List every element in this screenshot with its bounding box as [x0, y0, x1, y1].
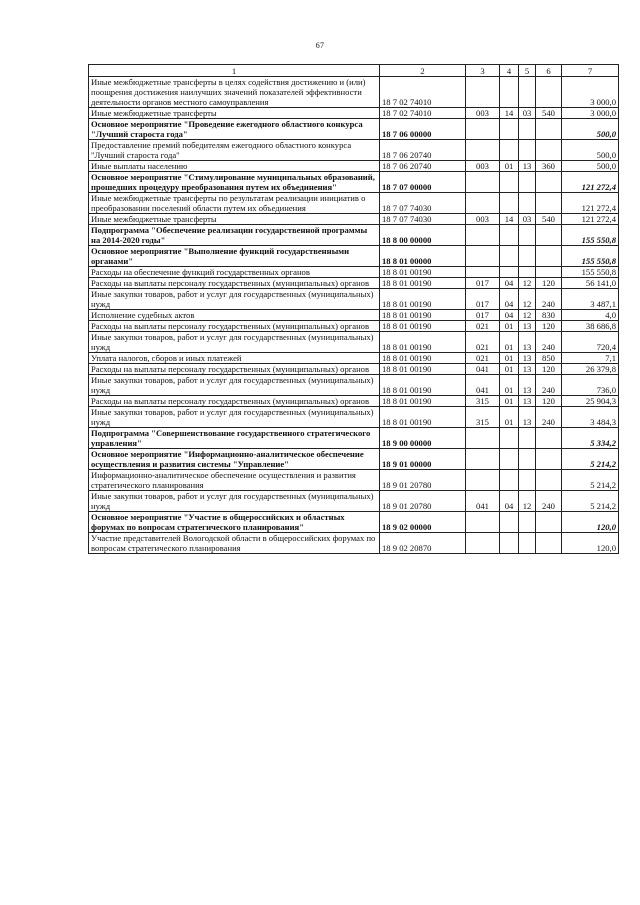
table-row — [89, 161, 619, 172]
section-cell — [500, 172, 519, 193]
expense-type-cell — [536, 193, 562, 214]
row-name-cell: Иные межбюджетные трансферты — [89, 214, 380, 225]
row-name-cell: Участие представителей Вологодской области в общероссийских форумах по вопросам стратегического планирования — [89, 533, 380, 554]
row-name-cell: Основное мероприятие "Стимулирование муниципальных образований, прошедших процедуру преобразования путем их объединения" — [89, 172, 380, 193]
grbs-cell — [466, 267, 500, 278]
target-article-cell: 18 8 01 00000 — [380, 246, 466, 267]
expense-type-cell: 240 — [536, 289, 562, 310]
amount-cell: 3 000,0 — [562, 108, 619, 119]
amount-cell: 5 334,2 — [562, 428, 619, 449]
subsection-cell: 13 — [519, 321, 536, 332]
amount-cell: 736,0 — [562, 375, 619, 396]
row-name-cell: Расходы на выплаты персоналу государственных (муниципальных) органов — [89, 396, 380, 407]
amount-cell: 500,0 — [562, 140, 619, 161]
column-header: 3 — [466, 65, 500, 77]
grbs-cell: 017 — [466, 310, 500, 321]
row-name-cell: Предоставление премий победителям ежегодного областного конкурса "Лучший староста года" — [89, 140, 380, 161]
expense-type-cell: 240 — [536, 491, 562, 512]
table-row — [89, 267, 619, 278]
target-article-cell: 18 7 06 00000 — [380, 119, 466, 140]
row-name-cell: Подпрограмма "Обеспечение реализации государственной программы на 2014-2020 годы" — [89, 225, 380, 246]
table-row — [89, 108, 619, 119]
table-row — [89, 470, 619, 491]
table-row — [89, 225, 619, 246]
table-row — [89, 428, 619, 449]
row-name-cell: Иные закупки товаров, работ и услуг для государственных (муниципальных) нужд — [89, 491, 380, 512]
amount-cell: 155 550,8 — [562, 225, 619, 246]
section-cell — [500, 267, 519, 278]
table-row — [89, 289, 619, 310]
table-row — [89, 214, 619, 225]
amount-cell: 120,0 — [562, 533, 619, 554]
section-cell — [500, 77, 519, 108]
target-article-cell: 18 9 01 20780 — [380, 491, 466, 512]
subsection-cell — [519, 119, 536, 140]
table-row — [89, 407, 619, 428]
target-article-cell: 18 7 07 74030 — [380, 193, 466, 214]
target-article-cell: 18 7 02 74010 — [380, 77, 466, 108]
table-row — [89, 310, 619, 321]
expense-type-cell: 120 — [536, 278, 562, 289]
subsection-cell: 13 — [519, 375, 536, 396]
section-cell — [500, 225, 519, 246]
section-cell: 01 — [500, 364, 519, 375]
grbs-cell: 041 — [466, 364, 500, 375]
target-article-cell: 18 8 01 00190 — [380, 278, 466, 289]
amount-cell: 4,0 — [562, 310, 619, 321]
section-cell: 01 — [500, 161, 519, 172]
section-cell — [500, 140, 519, 161]
expense-type-cell — [536, 449, 562, 470]
subsection-cell: 12 — [519, 289, 536, 310]
grbs-cell — [466, 246, 500, 267]
table-row — [89, 332, 619, 353]
table-row — [89, 321, 619, 332]
column-header: 7 — [562, 65, 619, 77]
row-name-cell: Иные закупки товаров, работ и услуг для государственных (муниципальных) нужд — [89, 407, 380, 428]
section-cell — [500, 246, 519, 267]
expense-type-cell — [536, 428, 562, 449]
expense-type-cell — [536, 246, 562, 267]
column-header: 5 — [519, 65, 536, 77]
subsection-cell: 13 — [519, 396, 536, 407]
grbs-cell — [466, 193, 500, 214]
target-article-cell: 18 9 01 20780 — [380, 470, 466, 491]
amount-cell: 120,0 — [562, 512, 619, 533]
row-name-cell: Расходы на выплаты персоналу государственных (муниципальных) органов — [89, 278, 380, 289]
budget-table — [88, 64, 619, 554]
table-row — [89, 172, 619, 193]
row-name-cell: Иные межбюджетные трансферты в целях содействия достижению и (или) поощрения достижения наилучших значений показателей эффективности деятельности органов местного самоуправления — [89, 77, 380, 108]
table-row — [89, 77, 619, 108]
table-row — [89, 375, 619, 396]
grbs-cell — [466, 533, 500, 554]
grbs-cell: 315 — [466, 407, 500, 428]
table-row — [89, 396, 619, 407]
table-row — [89, 491, 619, 512]
expense-type-cell — [536, 267, 562, 278]
expense-type-cell: 120 — [536, 321, 562, 332]
column-header: 6 — [536, 65, 562, 77]
amount-cell: 7,1 — [562, 353, 619, 364]
table-row — [89, 140, 619, 161]
amount-cell: 3 000,0 — [562, 77, 619, 108]
section-cell — [500, 449, 519, 470]
amount-cell: 155 550,8 — [562, 246, 619, 267]
section-cell — [500, 470, 519, 491]
row-name-cell: Иные закупки товаров, работ и услуг для государственных (муниципальных) нужд — [89, 332, 380, 353]
grbs-cell — [466, 140, 500, 161]
amount-cell: 56 141,0 — [562, 278, 619, 289]
amount-cell: 26 379,8 — [562, 364, 619, 375]
section-cell: 01 — [500, 375, 519, 396]
row-name-cell: Исполнение судебных актов — [89, 310, 380, 321]
row-name-cell: Информационно-аналитическое обеспечение осуществления и развития стратегического планирования — [89, 470, 380, 491]
table-row — [89, 449, 619, 470]
subsection-cell: 13 — [519, 332, 536, 353]
target-article-cell: 18 8 00 00000 — [380, 225, 466, 246]
expense-type-cell: 240 — [536, 407, 562, 428]
table-row — [89, 353, 619, 364]
grbs-cell — [466, 77, 500, 108]
expense-type-cell — [536, 533, 562, 554]
amount-cell: 5 214,2 — [562, 470, 619, 491]
section-cell: 04 — [500, 289, 519, 310]
target-article-cell: 18 8 01 00190 — [380, 375, 466, 396]
grbs-cell — [466, 172, 500, 193]
target-article-cell: 18 8 01 00190 — [380, 321, 466, 332]
row-name-cell: Расходы на обеспечение функций государственных органов — [89, 267, 380, 278]
grbs-cell: 021 — [466, 353, 500, 364]
amount-cell: 5 214,2 — [562, 491, 619, 512]
target-article-cell: 18 9 01 00000 — [380, 449, 466, 470]
section-cell — [500, 428, 519, 449]
subsection-cell — [519, 512, 536, 533]
table-row — [89, 193, 619, 214]
row-name-cell: Иные закупки товаров, работ и услуг для государственных (муниципальных) нужд — [89, 375, 380, 396]
row-name-cell: Расходы на выплаты персоналу государственных (муниципальных) органов — [89, 321, 380, 332]
subsection-cell — [519, 533, 536, 554]
target-article-cell: 18 7 07 00000 — [380, 172, 466, 193]
section-cell: 01 — [500, 407, 519, 428]
table-row — [89, 364, 619, 375]
table-row — [89, 246, 619, 267]
subsection-cell: 12 — [519, 491, 536, 512]
subsection-cell — [519, 77, 536, 108]
row-name-cell: Расходы на выплаты персоналу государственных (муниципальных) органов — [89, 364, 380, 375]
grbs-cell: 017 — [466, 278, 500, 289]
row-name-cell: Иные межбюджетные трансферты по результатам реализации инициатив о преобразовании поселений области путем их объединения — [89, 193, 380, 214]
expense-type-cell: 360 — [536, 161, 562, 172]
subsection-cell: 12 — [519, 310, 536, 321]
target-article-cell: 18 9 00 00000 — [380, 428, 466, 449]
subsection-cell: 13 — [519, 161, 536, 172]
subsection-cell: 13 — [519, 353, 536, 364]
column-header: 4 — [500, 65, 519, 77]
subsection-cell — [519, 225, 536, 246]
grbs-cell: 041 — [466, 375, 500, 396]
grbs-cell: 003 — [466, 161, 500, 172]
target-article-cell: 18 8 01 00190 — [380, 310, 466, 321]
row-name-cell: Основное мероприятие "Информационно-аналитическое обеспечение осуществления и развития системы "Управление" — [89, 449, 380, 470]
target-article-cell: 18 7 06 20740 — [380, 140, 466, 161]
amount-cell: 3 487,1 — [562, 289, 619, 310]
amount-cell: 5 214,2 — [562, 449, 619, 470]
section-cell: 01 — [500, 353, 519, 364]
expense-type-cell: 120 — [536, 364, 562, 375]
section-cell: 01 — [500, 321, 519, 332]
amount-cell: 500,0 — [562, 161, 619, 172]
column-header: 1 — [89, 65, 380, 77]
row-name-cell: Подпрограмма "Совершенствование государственного стратегического управления" — [89, 428, 380, 449]
table-row — [89, 512, 619, 533]
subsection-cell: 03 — [519, 108, 536, 119]
expense-type-cell: 540 — [536, 108, 562, 119]
page-number: 67 — [315, 41, 325, 50]
section-cell: 04 — [500, 310, 519, 321]
target-article-cell: 18 7 07 74030 — [380, 214, 466, 225]
expense-type-cell: 850 — [536, 353, 562, 364]
row-name-cell: Основное мероприятие "Проведение ежегодного областного конкурса "Лучший староста года" — [89, 119, 380, 140]
subsection-cell — [519, 267, 536, 278]
grbs-cell — [466, 428, 500, 449]
section-cell — [500, 193, 519, 214]
subsection-cell — [519, 470, 536, 491]
expense-type-cell: 240 — [536, 332, 562, 353]
section-cell: 04 — [500, 278, 519, 289]
section-cell: 01 — [500, 396, 519, 407]
subsection-cell — [519, 449, 536, 470]
grbs-cell: 315 — [466, 396, 500, 407]
expense-type-cell — [536, 172, 562, 193]
target-article-cell: 18 8 01 00190 — [380, 289, 466, 310]
section-cell — [500, 533, 519, 554]
section-cell — [500, 512, 519, 533]
target-article-cell: 18 8 01 00190 — [380, 396, 466, 407]
grbs-cell — [466, 119, 500, 140]
target-article-cell: 18 9 02 20870 — [380, 533, 466, 554]
section-cell: 04 — [500, 491, 519, 512]
target-article-cell: 18 7 02 74010 — [380, 108, 466, 119]
amount-cell: 720,4 — [562, 332, 619, 353]
expense-type-cell: 120 — [536, 396, 562, 407]
subsection-cell: 03 — [519, 214, 536, 225]
subsection-cell — [519, 172, 536, 193]
table-row — [89, 119, 619, 140]
row-name-cell: Иные выплаты населению — [89, 161, 380, 172]
target-article-cell: 18 8 01 00190 — [380, 364, 466, 375]
section-cell: 14 — [500, 108, 519, 119]
expense-type-cell — [536, 512, 562, 533]
section-cell — [500, 119, 519, 140]
amount-cell: 38 686,8 — [562, 321, 619, 332]
subsection-cell: 13 — [519, 407, 536, 428]
grbs-cell: 003 — [466, 108, 500, 119]
expense-type-cell — [536, 225, 562, 246]
target-article-cell: 18 8 01 00190 — [380, 353, 466, 364]
row-name-cell: Уплата налогов, сборов и иных платежей — [89, 353, 380, 364]
amount-cell: 155 550,8 — [562, 267, 619, 278]
amount-cell: 121 272,4 — [562, 193, 619, 214]
grbs-cell — [466, 470, 500, 491]
section-cell: 01 — [500, 332, 519, 353]
section-cell: 14 — [500, 214, 519, 225]
grbs-cell — [466, 449, 500, 470]
header-row — [89, 65, 619, 77]
amount-cell: 121 272,4 — [562, 214, 619, 225]
row-name-cell: Иные межбюджетные трансферты — [89, 108, 380, 119]
row-name-cell: Основное мероприятие "Участие в общероссийских и областных форумах по вопросам стратегического планирования" — [89, 512, 380, 533]
amount-cell: 25 904,3 — [562, 396, 619, 407]
subsection-cell — [519, 140, 536, 161]
grbs-cell: 003 — [466, 214, 500, 225]
subsection-cell — [519, 193, 536, 214]
column-header: 2 — [380, 65, 466, 77]
grbs-cell: 017 — [466, 289, 500, 310]
expense-type-cell: 240 — [536, 375, 562, 396]
grbs-cell — [466, 225, 500, 246]
table-row — [89, 533, 619, 554]
subsection-cell: 13 — [519, 364, 536, 375]
expense-type-cell — [536, 77, 562, 108]
expense-type-cell: 830 — [536, 310, 562, 321]
grbs-cell: 021 — [466, 332, 500, 353]
row-name-cell: Иные закупки товаров, работ и услуг для государственных (муниципальных) нужд — [89, 289, 380, 310]
amount-cell: 121 272,4 — [562, 172, 619, 193]
grbs-cell: 041 — [466, 491, 500, 512]
grbs-cell — [466, 512, 500, 533]
expense-type-cell — [536, 119, 562, 140]
expense-type-cell: 540 — [536, 214, 562, 225]
subsection-cell — [519, 428, 536, 449]
subsection-cell — [519, 246, 536, 267]
expense-type-cell — [536, 470, 562, 491]
target-article-cell: 18 9 02 00000 — [380, 512, 466, 533]
grbs-cell: 021 — [466, 321, 500, 332]
row-name-cell: Основное мероприятие "Выполнение функций государственными органами" — [89, 246, 380, 267]
subsection-cell: 12 — [519, 278, 536, 289]
target-article-cell: 18 8 01 00190 — [380, 407, 466, 428]
target-article-cell: 18 7 06 20740 — [380, 161, 466, 172]
target-article-cell: 18 8 01 00190 — [380, 267, 466, 278]
target-article-cell: 18 8 01 00190 — [380, 332, 466, 353]
amount-cell: 500,0 — [562, 119, 619, 140]
expense-type-cell — [536, 140, 562, 161]
table-row — [89, 278, 619, 289]
amount-cell: 3 484,3 — [562, 407, 619, 428]
